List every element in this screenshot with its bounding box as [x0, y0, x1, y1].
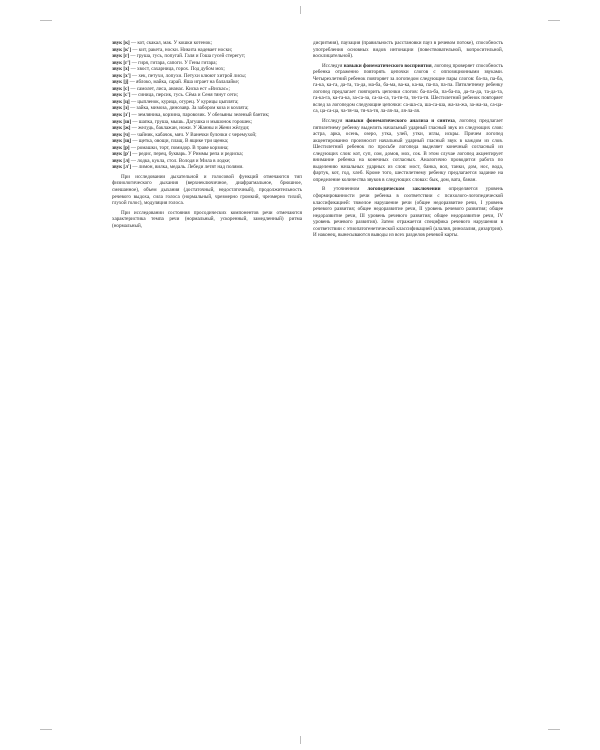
sound-entry: звук [з] — зайка, мимоза, динозавр. За забором коза и козлята;	[112, 105, 249, 112]
keyword-phonemic-perception: навыки фонематического восприятия	[343, 62, 432, 69]
sound-entry: звук [ж] — желудь, баклажан, ножи. У Жанны и Жени жёлуди;	[112, 125, 250, 132]
sound-entry: звук [к'] — кит, ракета, носки. Никита надевает носки;	[112, 46, 233, 53]
sound-entry: звук [ч] — чайник, кабачок, мяч. У Ванечки булочки с черемухой;	[112, 131, 257, 138]
sound-entry: звук [р'] — редис, перец, букварь. У Риммы репа и редиска;	[112, 151, 244, 158]
sound-entry: звук [х] — хвост, сахарница, горох. Под дубом мох;	[112, 66, 225, 73]
paragraph-prosody: При исследовании состояния просодических компонентов речи отмечаются характеристика темпа речи (нормальный, ускоренный, замедленный) ритма (нормальный,	[112, 209, 302, 229]
sound-entry: звук [к] — кот, скакал, мак. У кошки котенок;	[112, 40, 213, 46]
sound-entry: звук [j] — яблоко, майка, сарай. Яша играет на балалайке;	[112, 79, 240, 86]
paragraph-continuation: дисритмия), паузация (правильность расстановки пауз в речевом потоке), способность употребления основных видов интонации (повествовательной, вопросительной, восклицательной).	[313, 40, 503, 60]
paragraph-breathing-voice: При исследовании дыхательной и голосовой функций отмечаются тип физиологического дыхания (верхнеключичное, диафрагмальное, брюшное, смешанное), объем дыхания (достаточный, недостаточный), продолжительность речевого выдоха, сила голоса (нормальный, чрезмерно громкий, чрезмерно тихий, глухой голос), модуляция голоса.	[112, 173, 302, 207]
sound-entry: звук [х'] — хек, петухи, лопухи. Петухи клюют хитрой лисы;	[112, 72, 247, 79]
sound-entry: звук [с] — самолет, лиса, ананас. Киска ест «Вискас»;	[112, 85, 230, 92]
sound-entry: звук [л] — лодка, кукла, стол. Володя и Мила в лодке;	[112, 157, 231, 164]
right-column	[313, 40, 503, 239]
keyword-conclusion: логопедическом заключении	[367, 186, 441, 193]
crop-mark	[548, 20, 560, 21]
paragraph-conclusion: В уточненном логопедическом заключении определяется уровень сформированности речи ребенка в соответствии с психолого-логопедической классификацией: тяжелое нарушение речи (общее недоразвитие речи, I уровень речевого развития; общее недоразвитие речи, II уровень речевого развития; общее недоразвитие речи, III уровень речевого развития; общее недоразвитие речи, IV уровень речевого развития). Затем отражается специфика речевого нарушения в соответствии с этиопатогенетической классификацией (алалия, ринолалия, дизартрия). И наконец, вынесываются выводы из всех разделов речевой карты.	[313, 186, 503, 239]
crop-mark	[40, 20, 52, 21]
left-column	[112, 40, 302, 229]
crop-mark	[300, 736, 301, 744]
sound-entry: звук [р] — ромашки, торт, помидор. В траве корзина;	[112, 144, 229, 151]
sound-entry: звук [з'] — земляника, корзина, паровозик. У обезьяны зеленый бантик;	[112, 112, 270, 119]
sound-entry: звук [ш] — шапка, груша, мышь. Дагушка и мышонок горошек;	[112, 118, 253, 125]
crop-mark	[40, 729, 52, 730]
paragraph-phonemic-perception: Исследуя навыки фонематического восприятия, логопед проверяет способность ребенка отраженно повторять цепочки слогов с оппозиционными звуками. Четырехлетний ребенок повторяет за логопедом следующие пары слогов: ба-па, па-ба, га-ка, ка-га, да-та, та-да, ма-ба, ба-ма, ва-ка, ка-ва, па-па, па-па. Пятилетнему ребенку логопед предлагает повторить цепочки слогов: ба-па-ба, па-ба-па, да-та-да, та-да-та, га-ка-га, ка-га-ка, за-са-за, са-за-са, та-тя-та, тя-та-тя. Шестилетний ребенок повторяет вслед за логопедом следующие цепочки: са-ша-са, ша-са-ша, жа-за-жа, за-жа-за, са-ца-са, ца-са-ца, ча-тя-ча, тя-ча-тя, ла-ля-ла, ля-ла-ля.	[313, 62, 503, 115]
sound-entry: звук [г'] — гиря, гитара, сапоги. У Гены гитара;	[112, 59, 217, 66]
sound-entry: звук [щ] — щетка, овощи, плащ. В ящике три щенка;	[112, 138, 229, 145]
crop-mark	[548, 729, 560, 730]
crop-mark	[300, 6, 301, 14]
sound-entry: звук [с'] — синица, персик, гусь. Сёма и Сеня тянут сети;	[112, 92, 239, 99]
sound-entry: звук [г] — груша, гусь, попугай. Галя и Гоша гусей стерегут;	[112, 53, 246, 60]
keyword-phonemic-analysis: навыки фонематического анализа и синтеза	[345, 118, 455, 125]
sound-entry: звук [ц] — цыпленок, курица, огурец. У курицы цыплята;	[112, 98, 239, 105]
sound-entry: звук [л'] — лимон, вилка, медаль. Лебеди летят над полями.	[112, 164, 244, 171]
paragraph-phonemic-analysis: Исследуя навыки фонематического анализа и синтеза, логопед предлагает пятилетнему ребенку выделить начальный ударный гласный звук из следующих слов: астра, арка, осень, озеро, утка, улей, утки, иглы, искры. Причем логопед акцентированно произносит начальный ударный гласный звук в каждом из слов. Шестилетний ребенок по просьбе логопеда выделяет конечный согласный из следующих слов: кот, суп, сом, домов, мох, сок. В этом случае логопед акцентирует внимание ребенка на конечных согласных. Аналогично проводится работа по выделению начальных ударных из слов: мост, банка, вол, танки, дом, нос, вода, фартук, кот, год, хлеб. Кроме того, шестилетнему ребенку предлагается задание на определение количества звуков в следующих словах: бык, дом, вата, банан.	[313, 118, 503, 183]
